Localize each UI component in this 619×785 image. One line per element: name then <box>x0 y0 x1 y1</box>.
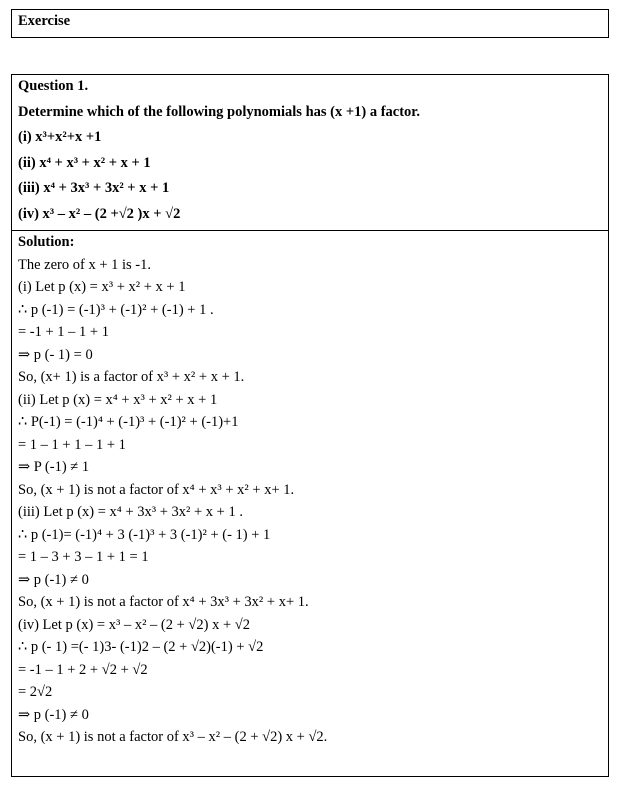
solution-line: ⇒ p (- 1) = 0 <box>18 347 93 363</box>
solution-line: So, (x+ 1) is a factor of x³ + x² + x + 1. <box>18 369 245 385</box>
exercise-header-box <box>11 9 609 38</box>
solution-line: So, (x + 1) is not a factor of x⁴ + 3x³ + 3x² + x+ 1. <box>18 594 309 610</box>
solution-heading: Solution: <box>18 234 75 250</box>
question-prompt: Determine which of the following polynomials has (x +1) a factor. <box>18 104 421 120</box>
solution-line: = 2√2 <box>18 684 53 700</box>
solution-line: = 1 – 1 + 1 – 1 + 1 <box>18 437 126 453</box>
solution-line: = -1 – 1 + 2 + √2 + √2 <box>18 662 148 678</box>
question-item-4: (iv) x³ – x² – (2 +√2 )x + √2 <box>18 206 181 222</box>
question-item-2: (ii) x⁴ + x³ + x² + x + 1 <box>18 155 151 171</box>
solution-line: (ii) Let p (x) = x⁴ + x³ + x² + x + 1 <box>18 392 218 408</box>
solution-line: ∴ p (- 1) =(- 1)3- (-1)2 – (2 + √2)(-1) + √2 <box>18 639 264 655</box>
solution-line: ∴ p (-1) = (-1)³ + (-1)² + (-1) + 1 . <box>18 302 214 318</box>
solution-line: The zero of x + 1 is -1. <box>18 257 151 273</box>
solution-line: = 1 – 3 + 3 – 1 + 1 = 1 <box>18 549 149 565</box>
question-number: Question 1. <box>18 78 89 94</box>
solution-line: So, (x + 1) is not a factor of x³ – x² – (2 + √2) x + √2. <box>18 729 328 745</box>
solution-line: ⇒ p (-1) ≠ 0 <box>18 572 89 588</box>
solution-line: (iii) Let p (x) = x⁴ + 3x³ + 3x² + x + 1 . <box>18 504 243 520</box>
solution-line: ⇒ p (-1) ≠ 0 <box>18 707 89 723</box>
solution-line: ⇒ P (-1) ≠ 1 <box>18 459 90 475</box>
solution-line: ∴ p (-1)= (-1)⁴ + 3 (-1)³ + 3 (-1)² + (- 1) + 1 <box>18 527 271 543</box>
solution-line: = -1 + 1 – 1 + 1 <box>18 324 109 340</box>
question-box <box>11 74 609 231</box>
solution-line: (i) Let p (x) = x³ + x² + x + 1 <box>18 279 186 295</box>
question-item-1: (i) x³+x²+x +1 <box>18 129 102 145</box>
solution-line: (iv) Let p (x) = x³ – x² – (2 + √2) x + √2 <box>18 617 250 633</box>
question-item-3: (iii) x⁴ + 3x³ + 3x² + x + 1 <box>18 180 170 196</box>
solution-line: ∴ P(-1) = (-1)⁴ + (-1)³ + (-1)² + (-1)+1 <box>18 414 239 430</box>
solution-box <box>11 230 609 777</box>
exercise-title: Exercise <box>18 13 71 29</box>
solution-line: So, (x + 1) is not a factor of x⁴ + x³ + x² + x+ 1. <box>18 482 295 498</box>
